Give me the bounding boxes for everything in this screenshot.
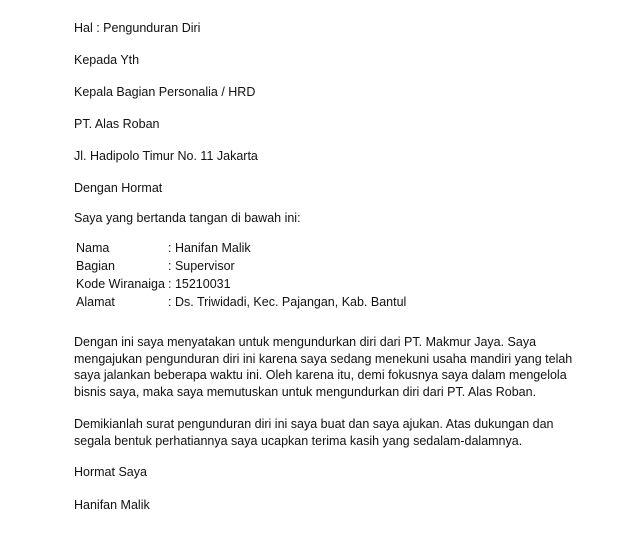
detail-label: Bagian [76, 259, 115, 273]
paragraph-line: saya jalankan beberapa waktu ini. Oleh karena itu, demi fokusnya saya dalam mengelola [74, 368, 567, 382]
paragraph-line: bisnis saya, maka saya memutuskan untuk mengundurkan diri dari PT. Alas Roban. [74, 384, 537, 399]
closing-phrase: Hormat Saya [74, 465, 147, 479]
intro-sentence: Saya yang bertanda tangan di bawah ini: [74, 211, 301, 225]
detail-value: : Hanifan Malik [168, 241, 251, 255]
paragraph-line: segala bentuk perhatiannya saya ucapkan terima kasih yang sedalam-dalamnya. [74, 433, 523, 448]
letter-subject: Hal : Pengunduran Diri [74, 21, 201, 35]
paragraph-line: mengajukan pengunduran diri ini karena saya sedang menekuni usaha mandiri yang telah [74, 351, 573, 366]
recipient-company: PT. Alas Roban [74, 117, 160, 131]
detail-value: : Ds. Triwidadi, Kec. Pajangan, Kab. Bantul [168, 295, 407, 309]
detail-value: : 15210031 [168, 277, 231, 291]
recipient-address: Jl. Hadipolo Timur No. 11 Jakarta [74, 149, 258, 163]
paragraph-line: Dengan ini saya menyatakan untuk mengundurkan diri dari PT. Makmur Jaya. Saya [74, 335, 537, 349]
signature-name: Hanifan Malik [74, 498, 150, 512]
body-paragraph-statement [74, 334, 594, 400]
body-paragraph-thanks [74, 416, 594, 449]
detail-label: Nama [76, 241, 110, 255]
greeting: Dengan Hormat [74, 181, 163, 195]
paragraph-line: Demikianlah surat pengunduran diri ini saya buat dan saya ajukan. Atas dukungan dan [74, 417, 554, 431]
detail-label: Kode Wiranaiga [76, 277, 165, 291]
recipient-salutation: Kepada Yth [74, 53, 140, 67]
detail-value: : Supervisor [168, 259, 235, 273]
recipient-title: Kepala Bagian Personalia / HRD [74, 85, 256, 99]
detail-label: Alamat [76, 295, 115, 309]
